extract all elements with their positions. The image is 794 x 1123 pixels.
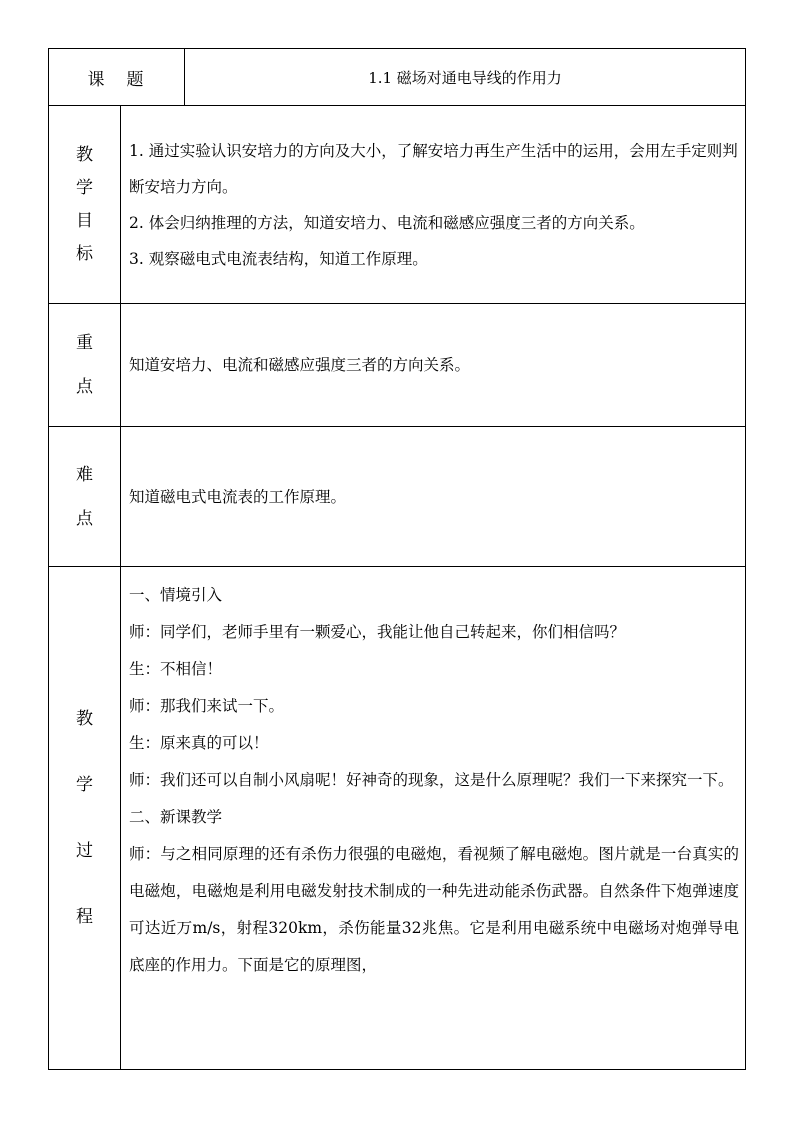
difficulty-label: 难 点 (49, 427, 121, 567)
goal-item: 3. 观察磁电式电流表结构，知道工作原理。 (129, 249, 428, 268)
process-label: 教 学 过 程 (49, 567, 121, 1070)
process-paragraph: 生：不相信！ (129, 660, 223, 678)
difficulty-content: 知道磁电式电流表的工作原理。 (121, 427, 746, 567)
goals-content (121, 106, 746, 304)
topic-label: 课题 (49, 49, 185, 106)
goals-row (49, 106, 746, 304)
goals-label: 教 学 目 标 (49, 106, 121, 304)
process-row (49, 567, 746, 1070)
key-point-row (49, 304, 746, 427)
lesson-plan-table (48, 48, 746, 1070)
process-paragraph: 师：我们还可以自制小风扇呢！好神奇的现象，这是什么原理呢？我们一下来探究一下。 (129, 771, 734, 789)
process-paragraph: 二、新课教学 (129, 808, 223, 826)
lesson-title: 1.1 磁场对通电导线的作用力 (185, 49, 746, 106)
process-content (121, 567, 746, 1070)
header-row (49, 49, 746, 106)
goal-item: 2. 体会归纳推理的方法，知道安培力、电流和磁感应强度三者的方向关系。 (129, 213, 645, 232)
process-paragraph: 师：那我们来试一下。 (129, 697, 285, 715)
process-paragraph: 一、情境引入 (129, 586, 223, 604)
process-paragraph: 师：与之相同原理的还有杀伤力很强的电磁炮，看视频了解电磁炮。图片就是一台真实的电磁炮，电磁炮是利用电磁发射技术制成的一种先进动能杀伤武器。自然条件下炮弹速度可达近万m/s，射程320km，杀伤能量32兆焦。它是利用电磁系统中电磁场对炮弹导电底座的作用力。下面是它的原理图， (129, 845, 739, 974)
difficulty-row (49, 427, 746, 567)
key-point-content: 知道安培力、电流和磁感应强度三者的方向关系。 (121, 304, 746, 427)
process-paragraph: 生：原来真的可以！ (129, 734, 269, 752)
process-paragraph: 师：同学们，老师手里有一颗爱心，我能让他自己转起来，你们相信吗？ (129, 623, 626, 641)
key-point-label: 重 点 (49, 304, 121, 427)
goal-item: 1. 通过实验认识安培力的方向及大小，了解安培力再生产生活中的运用，会用左手定则判断安培力方向。 (129, 141, 738, 196)
